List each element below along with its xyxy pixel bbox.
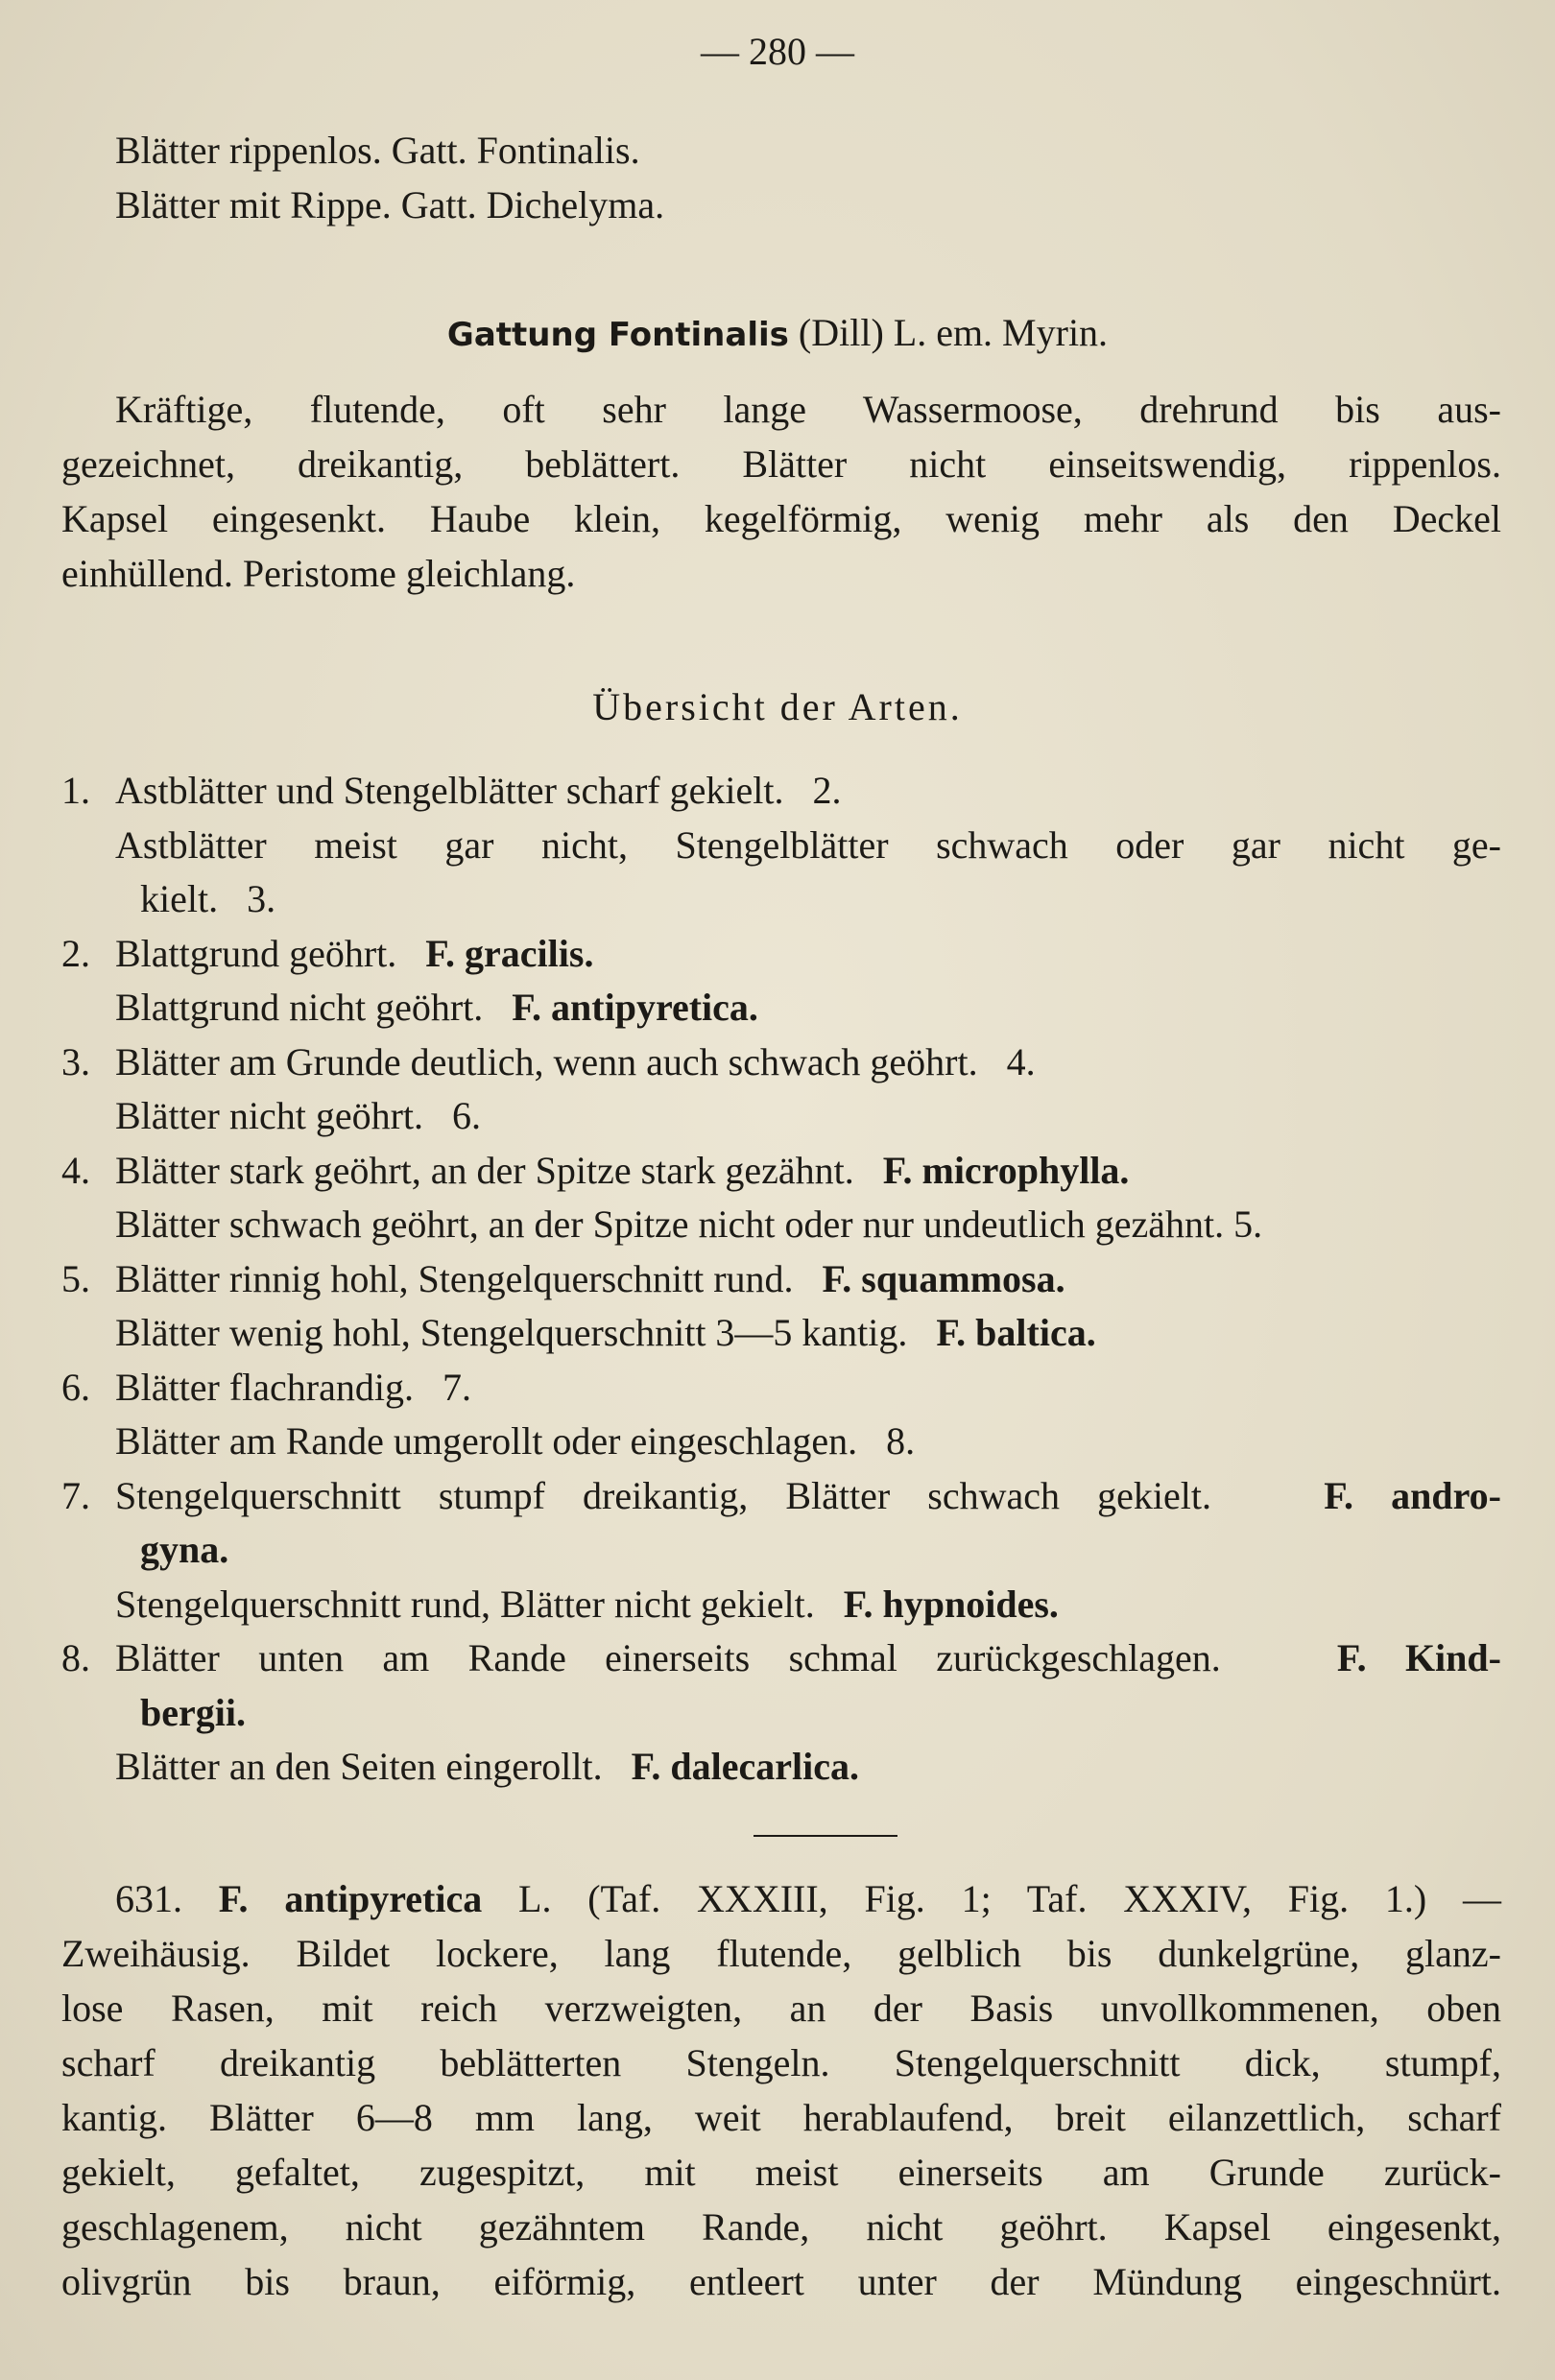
key-entry-number: 5. xyxy=(61,1256,90,1300)
key-entry-species: F. andro- xyxy=(1324,1473,1501,1517)
overview-title: Übersicht der Arten. xyxy=(592,685,963,728)
description-line: gezeichnet, dreikantig, beblättert. Blätter nicht einseitswendig, rippenlos. xyxy=(61,442,1501,486)
description-line: Kapsel eingesenkt. Haube klein, kegelförmig, wenig mehr als den Deckel xyxy=(61,497,1501,540)
key-entry xyxy=(61,872,1501,927)
key-entry-species: F. microphylla. xyxy=(882,1148,1130,1192)
description-line: einhüllend. Peristome gleichlang. xyxy=(61,552,576,595)
key-entry-number: 1. xyxy=(61,769,90,812)
page-number: — 280 — xyxy=(701,30,854,73)
key-entry-text: kielt. 3. xyxy=(140,877,276,920)
key-entry-text: Blätter unten am Rande einerseits schmal zurückgeschlagen. xyxy=(115,1636,1337,1679)
key-entry-text: Astblätter und Stengelblätter scharf gekielt. 2. xyxy=(115,769,842,812)
key-entry xyxy=(61,927,1501,982)
species-name: F. antipyretica xyxy=(218,1877,483,1920)
species-line: kantig. Blätter 6—8 mm lang, weit herablaufend, breit eilanzettlich, scharf xyxy=(61,2096,1501,2139)
key-entry-species: F. antipyretica. xyxy=(512,986,758,1029)
divider-rule xyxy=(754,1835,897,1837)
key-entry xyxy=(61,1631,1501,1686)
key-entry-species: F. gracilis. xyxy=(425,931,594,975)
species-line: geschlagenem, nicht gezähntem Rande, nicht geöhrt. Kapsel eingesenkt, xyxy=(61,2205,1501,2249)
key-entry-text: Blätter flachrandig. 7. xyxy=(115,1365,471,1409)
key-entry xyxy=(61,981,1501,1035)
key-entry-species: bergii. xyxy=(140,1690,246,1734)
key-entry xyxy=(61,1252,1501,1307)
section-divider xyxy=(0,1821,1555,1850)
key-entry-species: F. dalecarlica. xyxy=(631,1745,859,1788)
key-entry-number: 4. xyxy=(61,1148,90,1192)
genus-heading xyxy=(0,305,1555,363)
species-number: 631. xyxy=(115,1877,182,1920)
key-entry xyxy=(61,1740,1501,1795)
key-entry-species: F. squammosa. xyxy=(822,1256,1065,1300)
key-entry-species: F. hypnoides. xyxy=(843,1582,1059,1626)
key-entry-text: Blätter rinnig hohl, Stengelquerschnitt rund. xyxy=(115,1256,823,1300)
key-entry xyxy=(61,1035,1501,1090)
key-entry-text: Blätter stark geöhrt, an der Spitze stark gezähnt. xyxy=(115,1148,883,1192)
key-line: Blätter mit Rippe. Gatt. Dichelyma. xyxy=(115,183,665,226)
key-entry xyxy=(61,1089,1501,1144)
key-entry xyxy=(61,1686,1501,1741)
species-line: gekielt, gefaltet, zugespitzt, mit meist einerseits am Grunde zurück- xyxy=(61,2151,1501,2194)
species-line: scharf dreikantig beblätterten Stengeln. Stengelquerschnitt dick, stumpf, xyxy=(61,2041,1501,2084)
genus-heading-name: Gattung Fontinalis xyxy=(446,316,789,354)
key-entry-number: 3. xyxy=(61,1039,90,1083)
genus-heading-authority: (Dill) L. em. Myrin. xyxy=(788,311,1109,354)
key-entry-species: gyna. xyxy=(140,1528,229,1571)
key-entry-number: 6. xyxy=(61,1365,90,1409)
key-entry xyxy=(61,1361,1501,1416)
key-entry-text: Blätter schwach geöhrt, an der Spitze nicht oder nur undeutlich gezähnt. 5. xyxy=(115,1202,1263,1246)
key-entry xyxy=(61,1415,1501,1469)
species-key xyxy=(61,764,1501,1795)
species-first-line xyxy=(61,1871,1501,1926)
key-entry-text: Stengelquerschnitt stumpf dreikantig, Blätter schwach gekielt. xyxy=(115,1473,1325,1517)
key-entry-text: Blätter wenig hohl, Stengelquerschnitt 3—5 kantig. xyxy=(115,1311,937,1354)
species-entry xyxy=(61,1871,1501,2309)
key-entry-number: 2. xyxy=(61,931,90,975)
key-entry-species: F. Kind- xyxy=(1336,1636,1501,1679)
key-entry-text: Blattgrund geöhrt. xyxy=(115,931,426,975)
key-entry-text: Blätter nicht geöhrt. 6. xyxy=(115,1094,482,1137)
key-entry-text: Blätter am Rande umgerollt oder eingeschlagen. 8. xyxy=(115,1419,916,1463)
key-entry xyxy=(61,1198,1501,1252)
key-entry xyxy=(61,1523,1501,1578)
key-entry-text: Blätter am Grunde deutlich, wenn auch schwach geöhrt. 4. xyxy=(115,1039,1036,1083)
species-line: L. (Taf. XXXIII, Fig. 1; Taf. XXXIV, Fig. 1.) — xyxy=(482,1877,1501,1920)
key-entry-text: Blätter an den Seiten eingerollt. xyxy=(115,1745,632,1788)
key-entry xyxy=(61,1306,1501,1361)
key-entry xyxy=(61,1469,1501,1524)
key-entry-number: 7. xyxy=(61,1473,90,1517)
key-entry-number: 8. xyxy=(61,1636,90,1679)
key-entry xyxy=(61,1578,1501,1632)
species-line: olivgrün bis braun, eiförmig, entleert unter der Mündung eingeschnürt. xyxy=(61,2260,1501,2303)
key-entry-species: F. baltica. xyxy=(936,1311,1096,1354)
species-line: Zweihäusig. Bildet lockere, lang flutende, gelblich bis dunkelgrüne, glanz- xyxy=(61,1932,1501,1975)
key-entry-text: Blattgrund nicht geöhrt. xyxy=(115,986,513,1029)
genus-key-top xyxy=(61,123,1501,232)
key-entry-text: Stengelquerschnitt rund, Blätter nicht gekielt. xyxy=(115,1582,844,1626)
description-line: Kräftige, flutende, oft sehr lange Wassermoose, drehrund bis aus- xyxy=(115,388,1501,431)
key-entry-text: Astblätter meist gar nicht, Stengelblätter schwach oder gar nicht ge- xyxy=(115,822,1501,867)
genus-description xyxy=(61,382,1501,601)
key-entry xyxy=(61,1144,1501,1199)
key-line: Blätter rippenlos. Gatt. Fontinalis. xyxy=(115,129,640,172)
key-entry xyxy=(61,764,1501,819)
species-line: lose Rasen, mit reich verzweigten, an der Basis unvollkommenen, oben xyxy=(61,1987,1501,2030)
key-entry xyxy=(61,819,1501,873)
